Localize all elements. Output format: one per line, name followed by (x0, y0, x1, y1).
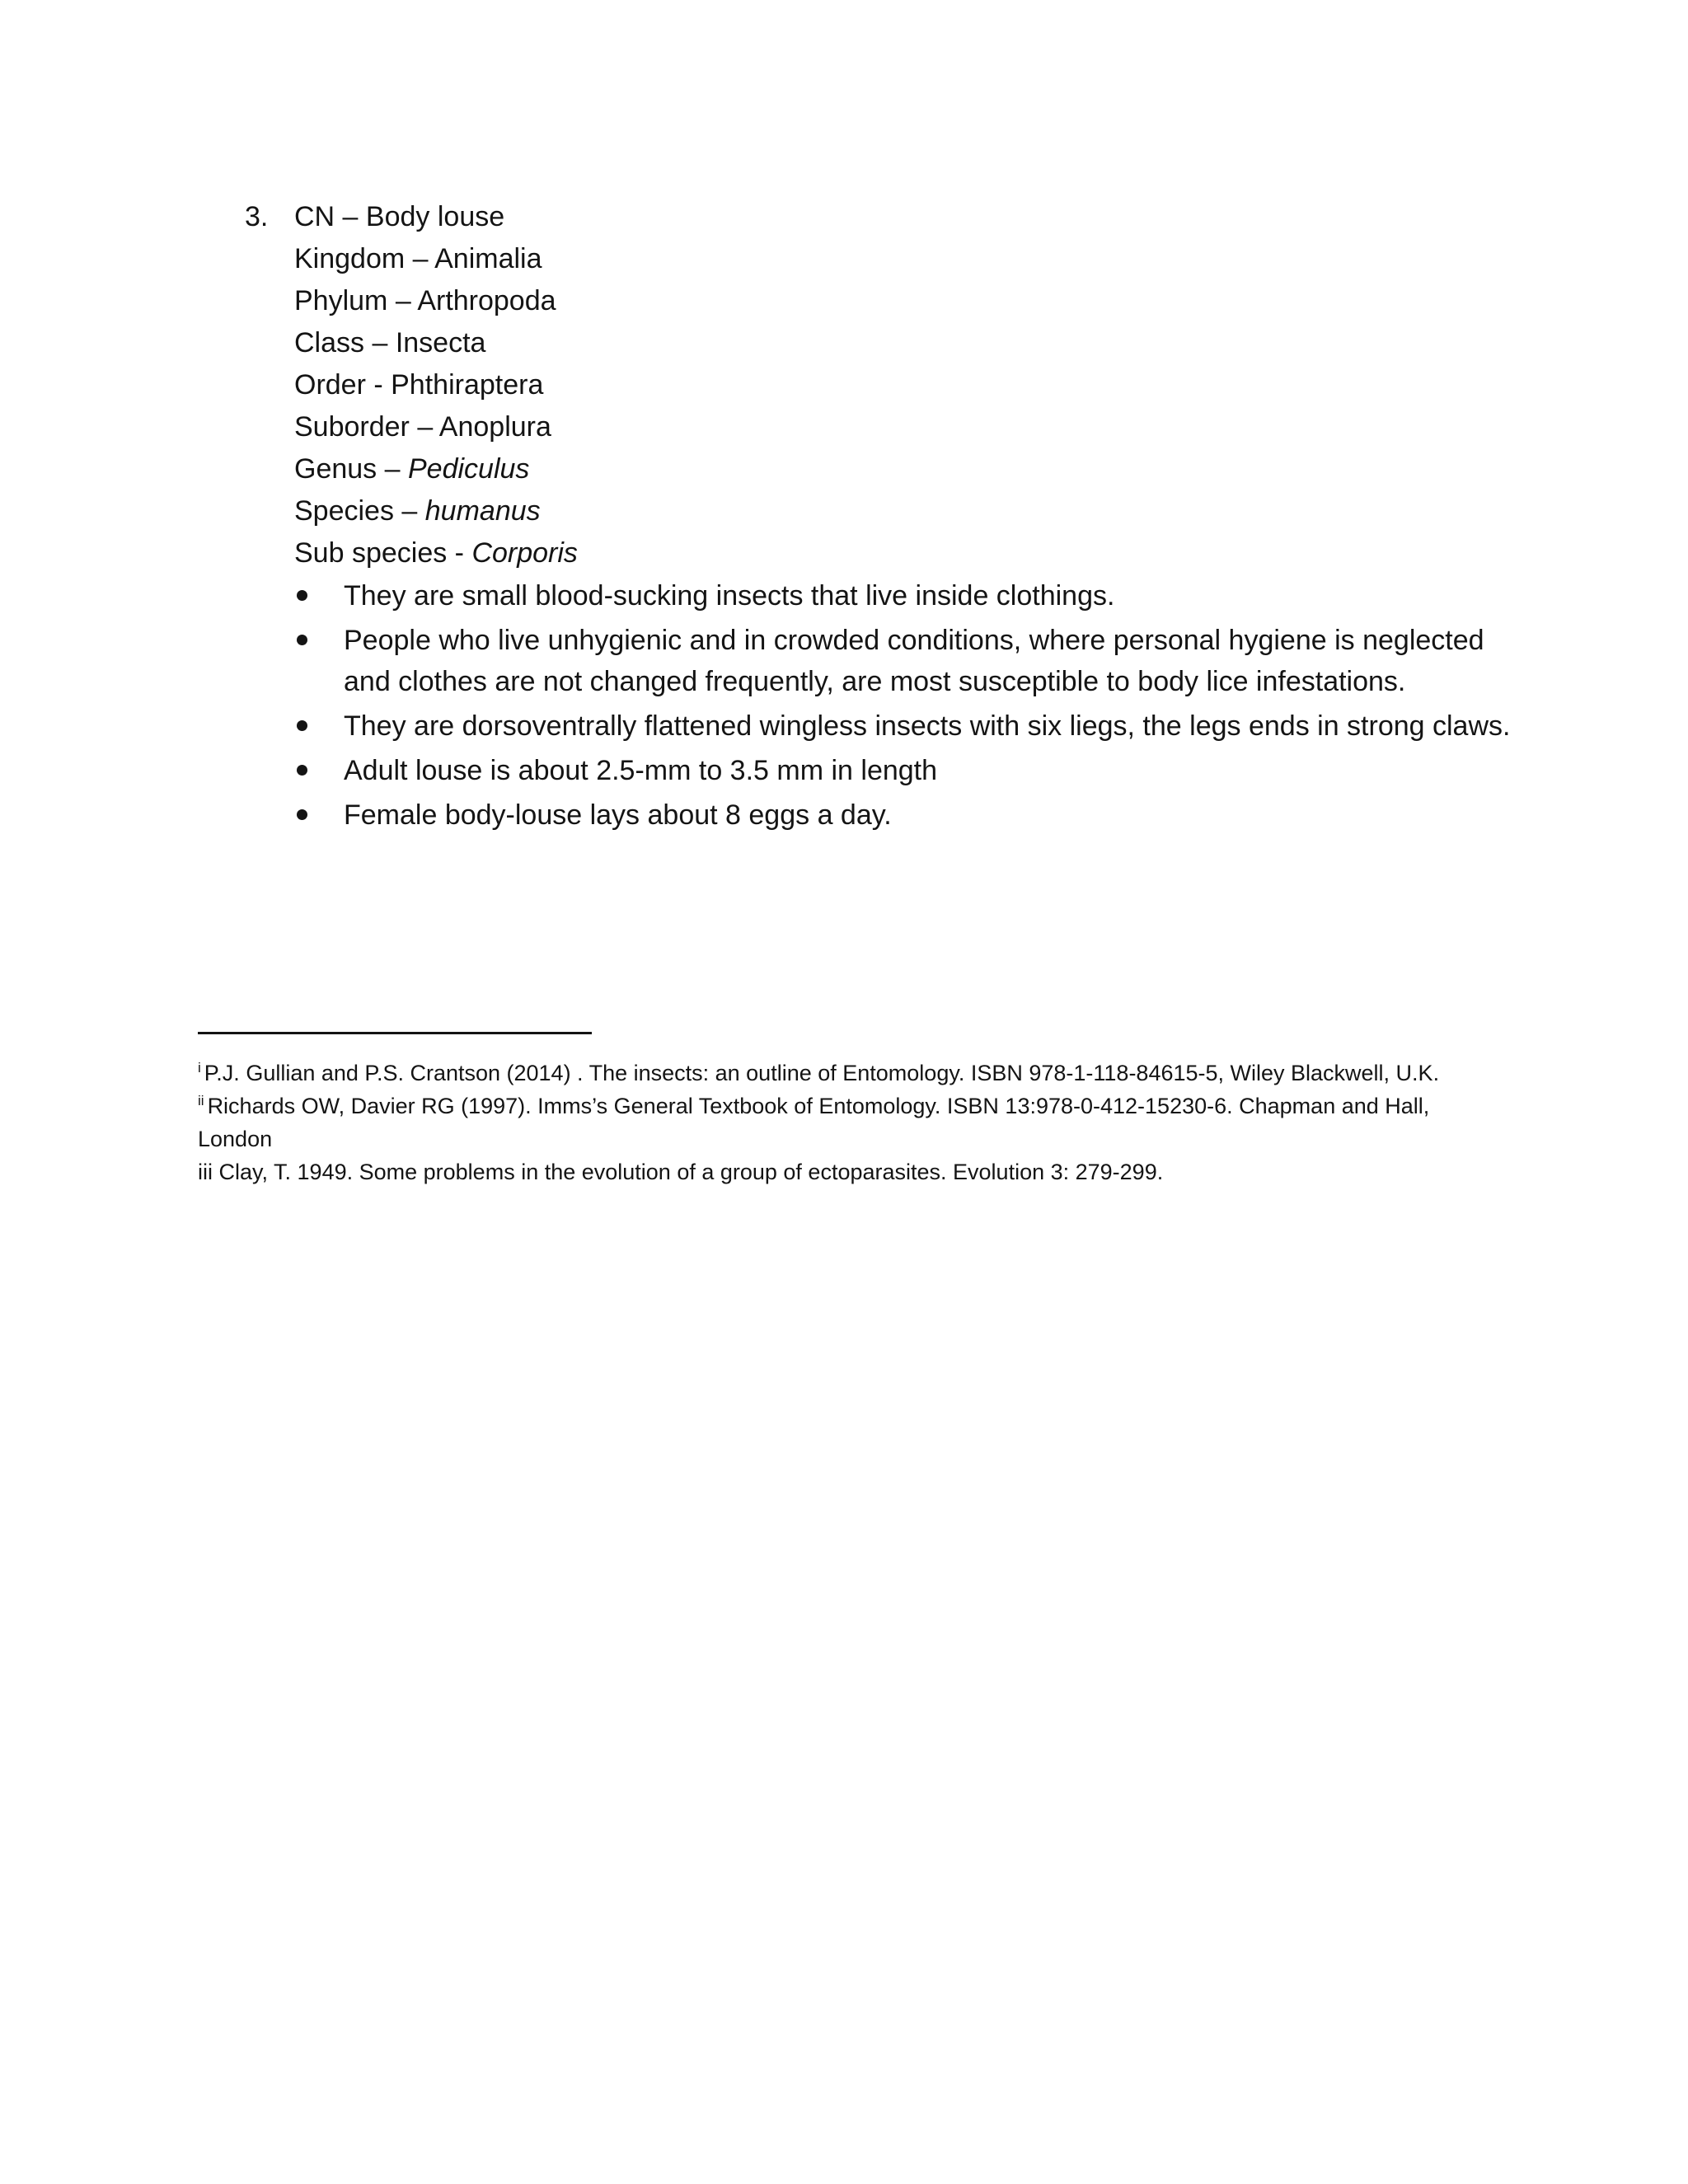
bullet-icon (297, 590, 307, 601)
taxon-label: Genus – (294, 453, 408, 485)
footnote-1 (198, 1057, 1467, 1090)
taxon-value: Arthropoda (417, 285, 556, 316)
footnote-text: Clay, T. 1949. Some problems in the evolution of a group of ectoparasites. Evolution 3: 279-299. (218, 1160, 1164, 1184)
taxonomy-genus (294, 448, 1531, 490)
list-item (294, 705, 1531, 747)
bullet-list (294, 575, 1531, 836)
footnote-marker: iii (198, 1160, 213, 1184)
taxonomy-species (294, 490, 1531, 532)
item-number: 3. (245, 201, 269, 232)
bullet-icon (297, 635, 307, 645)
list-item (294, 575, 1531, 616)
taxon-value: humanus (424, 495, 541, 527)
bullet-icon (297, 720, 307, 731)
taxon-value: Anoplura (438, 411, 551, 443)
taxon-label: Class – (294, 327, 396, 359)
footnote-separator (198, 1032, 592, 1034)
item-body (294, 196, 1531, 839)
taxonomy-class (294, 322, 1531, 364)
bullet-text: Female body-louse lays about 8 eggs a day. (344, 799, 892, 831)
footnote-marker: i (198, 1060, 201, 1076)
footnote-3 (198, 1155, 1467, 1188)
footnote-text: Richards OW, Davier RG (1997). Imms’s General Textbook of Entomology. ISBN 13:978-0-412-15230-6. Chapman and Hall, London (198, 1094, 1430, 1151)
list-item (294, 750, 1531, 791)
taxon-value: Phthiraptera (391, 369, 544, 401)
taxon-label: Species – (294, 495, 425, 527)
common-name: CN – Body louse (294, 201, 505, 232)
footnote-text: P.J. Gullian and P.S. Crantson (2014) . The insects: an outline of Entomology. ISBN 978-1-118-84615-5, Wiley Blackwell, U.K. (204, 1061, 1440, 1085)
footnote-marker: ii (198, 1093, 204, 1108)
taxonomy-kingdom (294, 238, 1531, 280)
taxon-value: Pediculus (407, 453, 530, 485)
taxonomy-subspecies (294, 532, 1531, 574)
taxon-value: Insecta (395, 327, 486, 359)
bullet-text: Adult louse is about 2.5-mm to 3.5 mm in length (344, 755, 938, 786)
list-item (294, 794, 1531, 836)
bullet-text: They are dorsoventrally flattened wingless insects with six liegs, the legs ends in strong claws. (344, 710, 1511, 742)
footnote-2 (198, 1090, 1467, 1155)
bullet-text: People who live unhygienic and in crowded conditions, where personal hygiene is neglected and clothes are not changed frequently, are most susceptible to body lice infestations. (344, 625, 1484, 697)
bullet-icon (297, 765, 307, 776)
taxon-label: Sub species - (294, 537, 472, 569)
taxonomy-suborder (294, 406, 1531, 448)
taxon-label: Order - (294, 369, 392, 401)
bullet-text: They are small blood-sucking insects that live inside clothings. (344, 580, 1115, 612)
taxonomy-order (294, 364, 1531, 406)
taxon-label: Suborder – (294, 411, 439, 443)
taxonomy-phylum (294, 280, 1531, 322)
taxon-label: Phylum – (294, 285, 418, 316)
bullet-icon (297, 809, 307, 820)
list-item (294, 620, 1531, 702)
taxon-label: Kingdom – (294, 243, 435, 274)
footnotes (198, 1057, 1467, 1188)
taxon-value: Animalia (434, 243, 542, 274)
taxon-value: Corporis (471, 537, 578, 569)
